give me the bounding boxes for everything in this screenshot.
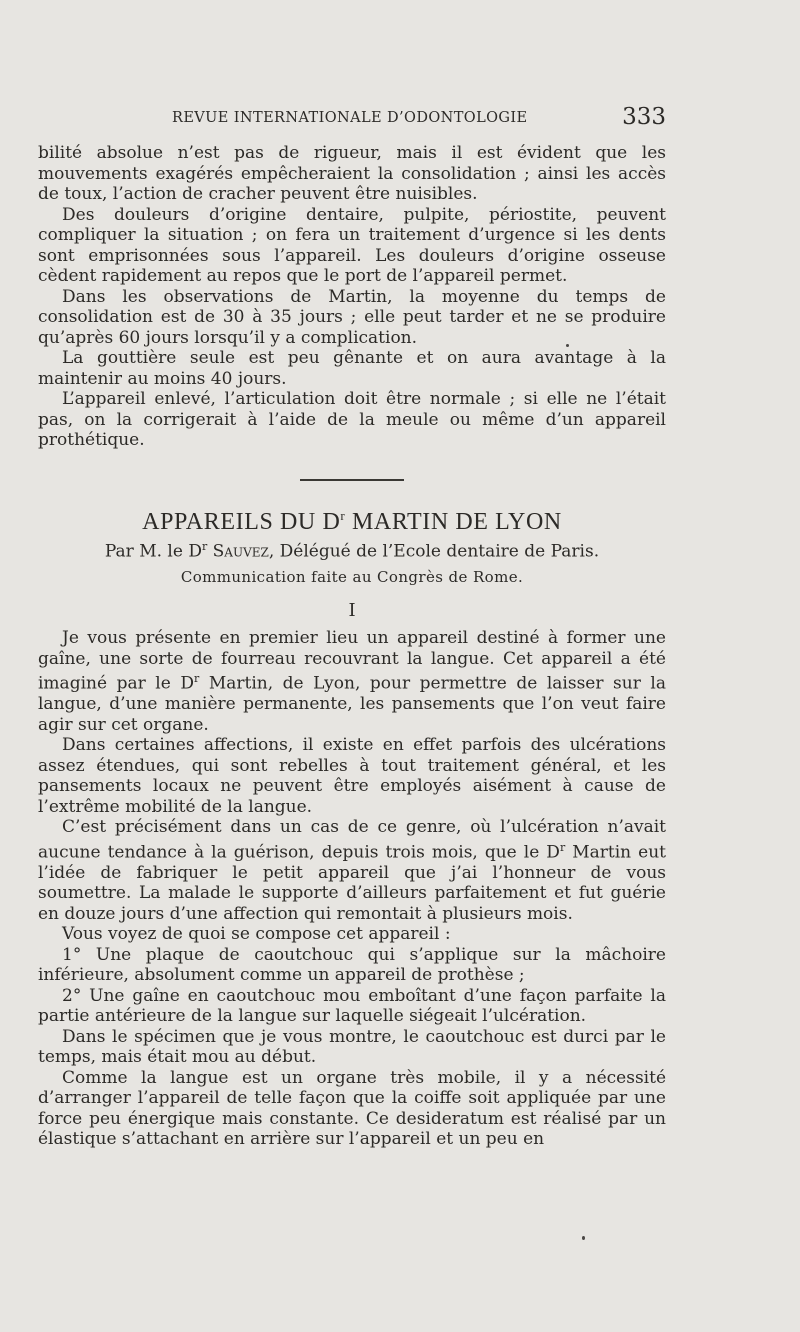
paragraph: La gouttière seule est peu gênante et on aura avantage à la maintenir au moins 40 jours. xyxy=(38,348,666,389)
paragraph: Dans le spécimen que je vous montre, le caoutchouc est durci par le temps, mais était mou au début. xyxy=(38,1026,666,1068)
article-note: Communication faite au Congrès de Rome. xyxy=(180,568,524,586)
body-before xyxy=(38,143,666,451)
paragraph: bilité absolue n’est pas de rigueur, mais il est évident que les mouvements exagérés empêcheraient la consolidation ; ainsi les accès de toux, l’action de cracher peuvent être nuisibles. xyxy=(38,143,666,204)
paragraph: 2° Une gaîne en caoutchouc mou emboîtant d’une façon parfaite la partie antérieure de la langue sur laquelle siégeait l’ulcération. xyxy=(38,985,666,1027)
paragraph: Comme la langue est un organe très mobile, il y a nécessité d’arranger l’appareil de telle façon que la coiffe soit appliquée par une force peu énergique mais constante. Ce desideratum est réalisé par un élastique s’attachant en arrière sur l’appareil et un peu en xyxy=(38,1067,666,1150)
page-header xyxy=(38,104,666,134)
paragraph: Vous voyez de quoi se compose cet appareil : xyxy=(62,924,451,945)
section-divider xyxy=(300,479,404,481)
article-title: APPAREILS DU $D^r$ MARTIN DE LYON xyxy=(142,508,562,535)
article-byline: Par M. le $D^r$ Sauvez, Délégué de l’Ecole dentaire de Paris. xyxy=(104,540,600,562)
running-title: REVUE INTERNATIONALE D’ODONTOLOGIE xyxy=(172,110,528,126)
paragraph: C’est précisément dans un cas de ce genre, où l’ulcération n’avait aucune tendance à la guérison, depuis trois mois, que le $D^r$ Martin eut l’idée de fabriquer le petit appareil que j’ai l’honneur de vous soumettre. La malade le supporte d’ailleurs parfaitement et fut guérie en douze jours d’une affection qui remontait à plusieurs mois. xyxy=(38,817,666,924)
paragraph: Des douleurs d’origine dentaire, pulpite, périostite, peuvent compliquer la situation ; on fera un traitement d’urgence si les dents sont emprisonnées sous l’appareil. Les douleurs d’origine osseuse cèdent rapidement au repos que le port de l’appareil permet. xyxy=(38,204,666,286)
body-after xyxy=(38,628,666,1150)
paragraph: Dans certaines affections, il existe en effet parfois des ulcérations assez étendues, qui sont rebelles à tout traitement général, et les pansements locaux ne peuvent être employés aisément à cause de l’extrême mobilité de la langue. xyxy=(38,735,666,817)
paragraph: L’appareil enlevé, l’articulation doit être normale ; si elle ne l’était pas, on la corrigerait à l’aide de la meule ou même d’un appareil prothétique. xyxy=(38,389,666,450)
paragraph: Je vous présente en premier lieu un appareil destiné à former une gaîne, une sorte de fourreau recouvrant la langue. Cet appareil a été imaginé par le $D^r$ Martin, de Lyon, pour permettre de laisser sur la langue, d’une manière permanente, les pansements que l’on veut faire agir sur cet organe. xyxy=(38,628,666,735)
ink-speck xyxy=(566,344,569,347)
paragraph: Dans les observations de Martin, la moyenne du temps de consolidation est de 30 à 35 jours ; elle peut tarder et ne se produire qu’après 60 jours lorsqu’il y a complication. xyxy=(38,286,666,348)
paragraph: 1° Une plaque de caoutchouc qui s’applique sur la mâchoire inférieure, absolument comme un appareil de prothèse ; xyxy=(38,944,666,986)
ink-speck xyxy=(582,1236,585,1240)
page-number: 333 xyxy=(622,104,666,130)
section-number: I xyxy=(348,600,356,621)
